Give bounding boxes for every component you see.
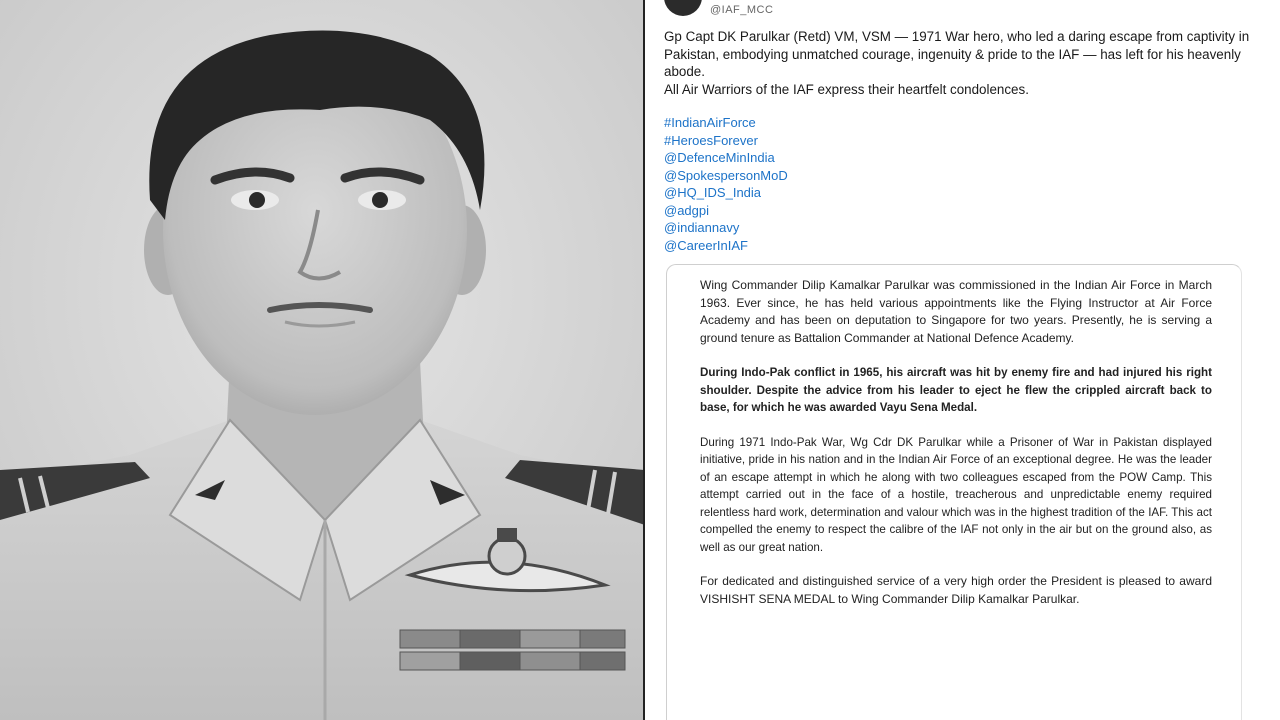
tweet-header (664, 0, 773, 20)
citation-paragraph-1965: During Indo-Pak conflict in 1965, his aircraft was hit by enemy fire and had injured his right shoulder. Despite the advice from his leader to eject he flew the crippled aircraft back to base, for which he was awarded Vayu Sena Medal. (700, 366, 1212, 414)
tweet-panel (648, 0, 1280, 720)
avatar[interactable] (664, 0, 702, 16)
citation-paragraph-award: For dedicated and distinguished service of a very high order the President is pleased to award VISHISHT SENA MEDAL to Wing Commander Dilip Kamalkar Parulkar. (700, 574, 1212, 606)
mention-link[interactable]: @DefenceMinIndia (664, 150, 775, 165)
mention-link[interactable]: @SpokespersonMoD (664, 167, 788, 183)
citation-text (700, 277, 1212, 625)
citation-image-card[interactable] (666, 264, 1242, 720)
mention-link[interactable]: @adgpi (664, 202, 710, 218)
account-handle[interactable]: @IAF_MCC (710, 4, 774, 16)
mention-link[interactable]: @CareerInIAF (664, 237, 748, 253)
mention-link[interactable]: @indiannavy (664, 220, 740, 235)
hashtag-link[interactable]: #IndianAirForce (664, 115, 756, 130)
mention-link[interactable]: @HQ_IDS_India (664, 185, 762, 200)
hashtag-list (664, 114, 964, 254)
tweet-text (664, 28, 1264, 98)
tweet-text-main: Gp Capt DK Parulkar (Retd) VM, VSM — 1971 War hero, who led a daring escape from captivity in Pakistan, embodying unmatched courage, ingenuity & pride to the IAF — has left for his heavenly abode. (664, 29, 1250, 79)
citation-paragraph-commission: Wing Commander Dilip Kamalkar Parulkar was commissioned in the Indian Air Force in March 1963. Ever since, he has held various appointments like the Flying Instructor at Air Force Academy and has been on deputation to Singapore for two years. Presently, he is serving a ground tenure as Battalion Commander at National Defence Academy. (700, 278, 1212, 345)
tweet-text-condolence: All Air Warriors of the IAF express their heartfelt condolences. (664, 81, 1029, 97)
hashtag-link[interactable]: #HeroesForever (664, 132, 758, 148)
citation-paragraph-1971: During 1971 Indo-Pak War, Wg Cdr DK Parulkar while a Prisoner of War in Pakistan displayed initiative, pride in his nation and in the Indian Air Force of an exceptional degree. He was the leader of an escape attempt in which he along with two colleagues escaped from the POW Camp. This attempt carried out in the face of a hostile, treacherous and unpredictable enemy required relentless hard work, determination and valour which was in the highest tradition of the IAF. This act compelled the enemy to respect the calibre of the IAF not only in the air but on the ground also, as well as our great nation. (700, 435, 1212, 554)
